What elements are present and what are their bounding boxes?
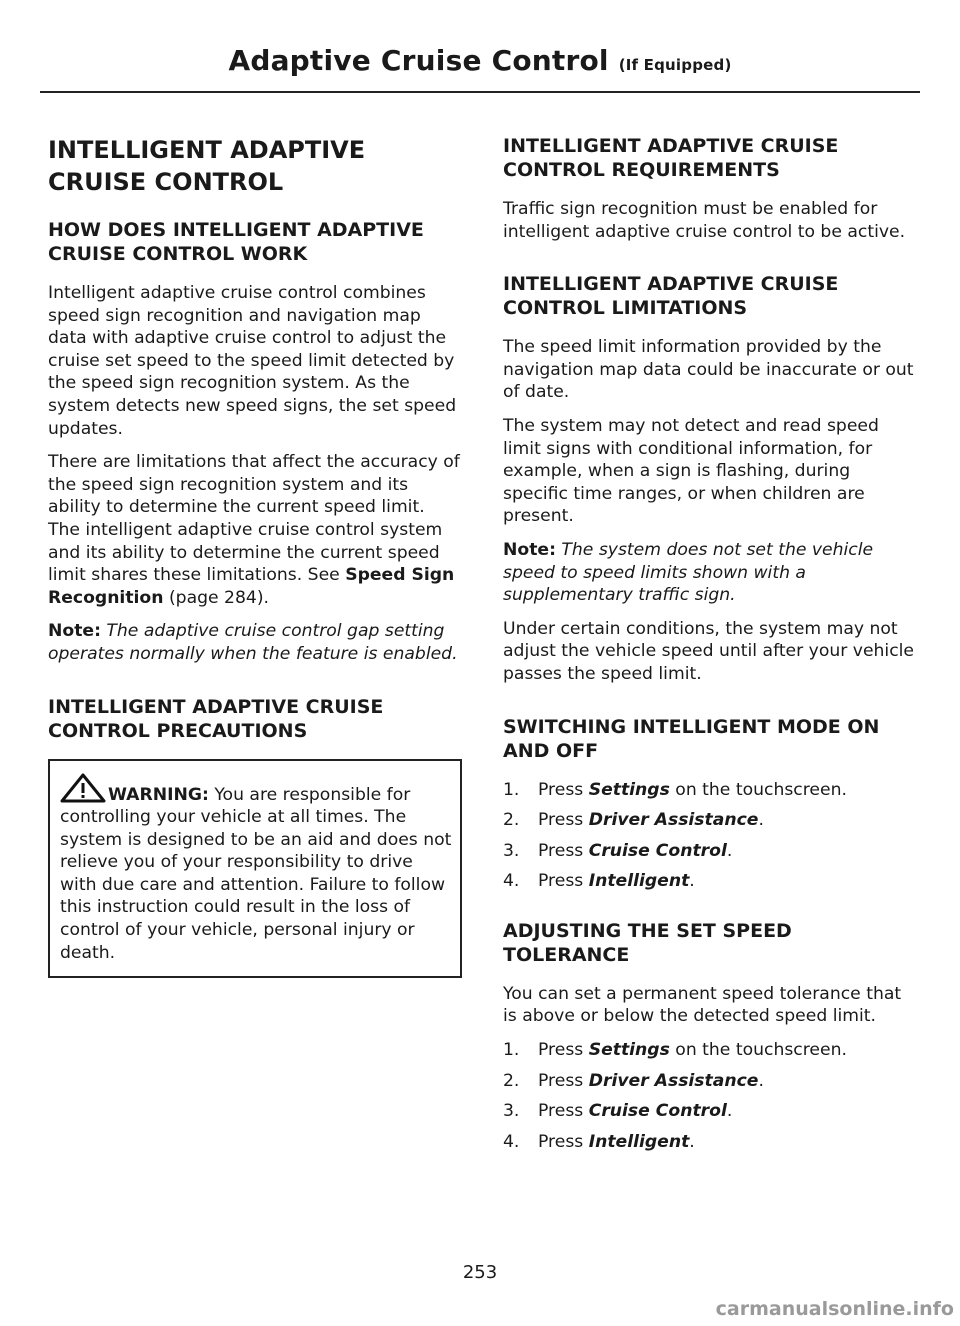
warning-label: WARNING:: [108, 784, 209, 805]
speed-sign-recognition-link[interactable]: Speed Sign Recognition: [48, 565, 455, 608]
watermark: carmanualsonline.info: [715, 1298, 954, 1320]
limitations-paragraph-1: The speed limit information provided by the navigation map data could be inaccurate or out of date.: [503, 337, 914, 403]
warning-triangle-icon: [60, 773, 106, 803]
how-it-works-heading: HOW DOES INTELLIGENT ADAPTIVE CRUISE CONTROL WORK: [48, 219, 424, 265]
list-item: 4. Press Intelligent.: [503, 871, 695, 892]
switching-steps: [503, 779, 915, 893]
list-item: 2. Press Driver Assistance.: [503, 1070, 764, 1091]
warning-box: [48, 759, 462, 979]
note-label: Note:: [48, 621, 101, 642]
tolerance-paragraph: You can set a permanent speed tolerance that is above or below the detected speed limit.: [503, 983, 902, 1027]
main-title: INTELLIGENT ADAPTIVE CRUISE CONTROL: [48, 136, 366, 196]
switching-heading: SWITCHING INTELLIGENT MODE ON AND OFF: [503, 715, 880, 762]
header-divider: [40, 91, 920, 93]
precautions-heading: INTELLIGENT ADAPTIVE CRUISE CONTROL PRECAUTIONS: [48, 695, 384, 742]
limitations-note: Note: The system does not set the vehicle speed to speed limits shown with a supplementary traffic sign.: [503, 539, 874, 606]
limitations-heading: INTELLIGENT ADAPTIVE CRUISE CONTROL LIMITATIONS: [503, 273, 839, 320]
list-item: 1. Press Settings on the touchscreen.: [503, 779, 847, 800]
header-title: Adaptive Cruise Control: [228, 44, 609, 77]
right-column: [503, 134, 915, 1161]
list-item: 3. Press Cruise Control.: [503, 1101, 733, 1122]
requirements-heading: INTELLIGENT ADAPTIVE CRUISE CONTROL REQUIREMENTS: [503, 135, 839, 181]
list-item: 2. Press Driver Assistance.: [503, 810, 764, 831]
tolerance-heading: ADJUSTING THE SET SPEED TOLERANCE: [503, 919, 792, 966]
page-number: 253: [462, 1262, 498, 1283]
requirements-paragraph: Traffic sign recognition must be enabled for intelligent adaptive cruise control to be active.: [503, 199, 906, 242]
note-paragraph: Note: The adaptive cruise control gap setting operates normally when the feature is enabled.: [48, 621, 458, 664]
warning-text: You are responsible for controlling your vehicle at all times. The system is designed to be an aid and does not relieve you of your responsibility to drive with due care and attention. Failure to follow this instruction could result in the loss of control of your vehicle, personal injury or death.: [60, 784, 452, 963]
limitations-paragraph-2: The system may not detect and read speed limit signs with conditional information, for example, when a sign is flashing, during specific time ranges, or when children are present.: [503, 415, 879, 527]
limitations-paragraph-3: Under certain conditions, the system may not adjust the vehicle speed until after your vehicle passes the speed limit.: [503, 618, 914, 684]
header-subtitle: (If Equipped): [618, 56, 732, 74]
limitations-paragraph: There are limitations that affect the accuracy of the speed sign recognition system and its ability to determine the current speed limit. The intelligent adaptive cruise control system and its ability to determine the current speed limit shares these limitations. See Speed Sign Recognition (page 284).: [48, 452, 460, 608]
page-header: [0, 44, 960, 77]
list-item: 1. Press Settings on the touchscreen.: [503, 1040, 847, 1061]
how-it-works-paragraph: Intelligent adaptive cruise control combines speed sign recognition and navigation map data with adaptive cruise control to adjust the cruise set speed to the speed limit detected by the speed sign recognition system. As the system detects new speed signs, the set speed updates.: [48, 283, 457, 439]
left-column: [48, 134, 462, 978]
list-item: 4. Press Intelligent.: [503, 1131, 695, 1152]
tolerance-steps: [503, 1039, 915, 1153]
list-item: 3. Press Cruise Control.: [503, 840, 733, 861]
